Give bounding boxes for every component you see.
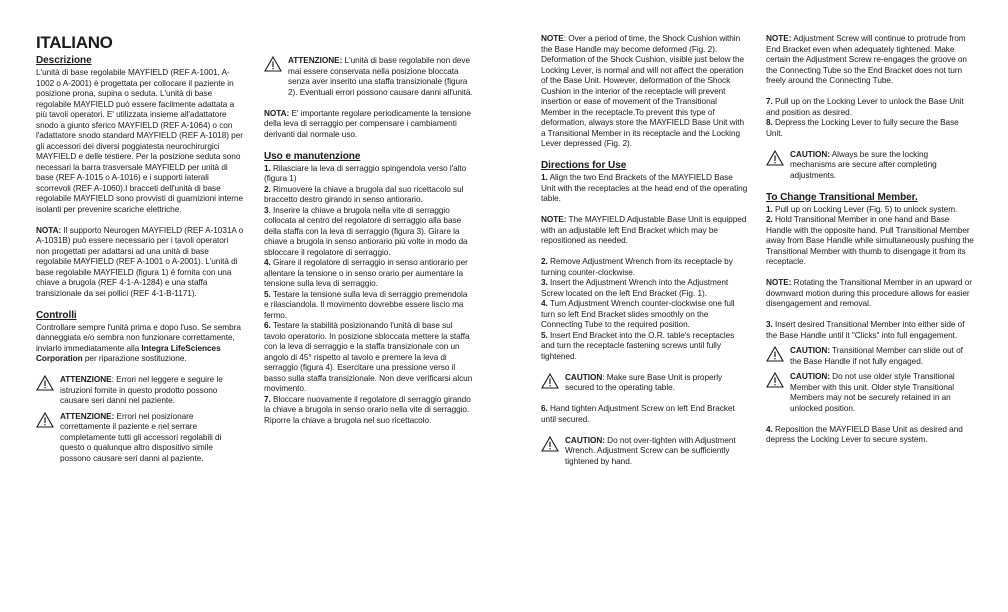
- step-4: [264, 258, 474, 290]
- step-2: [541, 257, 749, 278]
- controlli-paragraph: [36, 323, 244, 365]
- step-number: 5.: [541, 330, 548, 340]
- note-label: NOTE:: [766, 278, 792, 287]
- caution-locking: [766, 150, 974, 182]
- attenzione-text-2: Errori nel posizionare correttamente il paziente e nel serrare completamente tutti gli accessori regolabili di questo o qualunque altro dispositivo simile possono causare seri danni al paziente.: [60, 411, 222, 463]
- attenzione-label: ATTENZIONE:: [288, 56, 343, 65]
- caution-label: CAUTION: [565, 372, 603, 382]
- step-text: Rilasciare la leva di serraggio spingendola verso l'alto (figura 1): [264, 163, 467, 183]
- controlli-text-b: per riparazione sostituzione.: [82, 354, 187, 363]
- step-text: Hand tighten Adjustment Screw on left End Bracket until secured.: [541, 404, 735, 424]
- attenzione-text-1: : Errori nel leggere e seguire le istruzioni fornite in questo prodotto possono causare seri danni nel paziente.: [60, 375, 223, 405]
- warning-triangle-icon: [264, 56, 282, 72]
- step-text: Insert End Bracket into the O.R. table's receptacles and turn the receptacle fastening screws until fully tightened.: [541, 330, 735, 361]
- caution-text: Do not use older style Transitional Member with this unit. Older style Transitional Members may not be securely retained in an unlocked position.: [790, 372, 955, 413]
- step-number: 1.: [766, 204, 773, 214]
- caution-older-style: [766, 372, 974, 414]
- descrizione-text: L'unità di base regolabile MAYFIELD (REF A-1001, A-1002 o A-2001) è progettata per collocare il paziente in posizione prona, supina o seduta. L'unità di base regolabile MAYFIELD può essere facilmente adattata a più tavoli operatori. E' utilizzata insieme all'adattatore snodo a giunto sferico MAYFIELD (REF A-1064) o con l'adattatore snodo standard MAYFIELD (REF A-1018) per gli accessori dei diversi poggiatesta neurochirurgici MAYFIELD e delle testiere. Per la posizione seduta sono necessari la barra trasversale MAYFIELD per unità di base (REF A-1015 o A-1016) e i supporti laterali scorrevoli (REF A-1060).I bracceti dell'unità di base regolabile MAYFIELD sono provvisti di guarnizioni interne isolanti per prevenire scariche elettriche.: [36, 68, 244, 214]
- caution-label: CAUTION:: [790, 149, 830, 159]
- step-number: 2.: [766, 215, 773, 224]
- change-step-3: [766, 320, 974, 341]
- step-5: [541, 331, 749, 363]
- step-number: 8.: [766, 118, 773, 127]
- step-4: [541, 299, 749, 331]
- step-text: Rimuovere la chiave a brugola dal suo ricettacolo sul braccetto destro girando in senso antiorario.: [264, 184, 464, 204]
- step-number: 1.: [541, 173, 548, 182]
- note-text: The MAYFIELD Adjustable Base Unit is equipped with an adjustable left End Bracket which may be repositioned as needed.: [541, 215, 747, 245]
- step-number: 3.: [541, 278, 548, 287]
- step-7: [766, 97, 974, 118]
- column-italiano-2: [264, 56, 474, 426]
- column-english-2: [766, 34, 974, 446]
- note-rotating: [766, 278, 974, 310]
- step-text: Testare la stabilità posizionando l'unità di base sul tavolo operatorio. In posizione sbloccata mettere la staffa con la leva di serraggio e la staffa transizionale con un angolo di 45° rispetto al tavolo e premere la leva di serraggio (figura 4). Esercitare una pressione verso il basso sulla staffa transizionale. Non deve verificarsi alcun movimento.: [264, 321, 473, 393]
- warning-triangle-icon: [766, 150, 784, 166]
- caution-label: CAUTION:: [790, 372, 830, 381]
- step-text: Pull up on the Locking Lever to unlock the Base Unit and position as desired.: [766, 97, 964, 117]
- integra-bold: Integra LifeSciences Corporation: [36, 343, 221, 363]
- step-text: Girare il regolatore di serraggio in senso antiorario per allentare la tensione o in senso orario per aumentare la tensione sulla leva di serraggio.: [264, 258, 468, 288]
- step-6: [264, 321, 474, 395]
- step-text: Align the two End Brackets of the MAYFIELD Base Unit with the receptacles at the head end of the operating table.: [541, 173, 748, 203]
- note-text: : Over a period of time, the Shock Cushion within the Base Handle may become deformed (Fig. 2). Deformation of the Shock Cushion, visible just below the Locking Lever, is normal and will not affect the operation of the Base Unit. However, deformation of the Shock Cushion in the interior of the receptacle will prevent insertion or ease of movement of the Transitional Member in the receptacle.To prevent this type of deformation, always store the MAYFIELD Base Unit with a Transitional Member in its receptacle and the Locking Lever depressed (Fig. 2).: [541, 34, 745, 148]
- caution-text: Do not over-tighten with Adjustment Wrench. Adjustment Screw can be sufficiently tightened by hand.: [565, 435, 736, 466]
- controlli-heading: Controlli: [36, 309, 77, 321]
- step-number: 2.: [264, 184, 271, 194]
- language-title: ITALIANO: [36, 33, 113, 52]
- step-8: [766, 118, 974, 139]
- step-3: [264, 206, 474, 259]
- step-number: 7.: [766, 97, 773, 106]
- note-label: NOTE:: [541, 215, 567, 224]
- warning-triangle-icon: [36, 412, 54, 428]
- nota-label: NOTA:: [264, 108, 290, 118]
- warning-triangle-icon: [766, 346, 784, 362]
- caution-secured: [541, 373, 749, 394]
- nota-text: E' importante regolare periodicamente la tensione della leva di serraggio per compensare i cambiamenti derivanti dal normale uso.: [264, 108, 471, 139]
- warning-triangle-icon: [541, 436, 559, 452]
- step-text: Insert desired Transitional Member into either side of the Base Handle until it "Clicks" into full engagement.: [766, 320, 965, 340]
- attenzione-text: L'unità di base regolabile non deve mai essere conservata nella posizione bloccata senza aver inserito una staffa transizionale (figura 2). Eventuali errori possono causare danni all'unità.: [288, 56, 473, 97]
- step-text: Remove Adjustment Wrench from its receptacle by turning counter-clockwise.: [541, 257, 733, 277]
- nota-text: Il supporto Neurogen MAYFIELD (REF A-1031A o A-1031B) può essere necessario per i tavoli operatori non progettati per adattarsi ad una unità di base regolabile MAYFIELD (REF A-1001 o A-2001). L'unità di base regolabile MAYFIELD (figura 1) è fornita con una chiave a brugola (REF 4-1-A-1284) e una staffa transizionale da sei pollici (REF 4-1-B-1171).: [36, 225, 244, 298]
- nota-paragraph: [36, 226, 244, 300]
- attenzione-label-2: ATTENZIONE:: [60, 411, 115, 421]
- step-number: 4.: [541, 299, 548, 308]
- step-2: [264, 185, 474, 206]
- change-transitional-heading: To Change Transitional Member.: [766, 191, 918, 203]
- step-1: [264, 164, 474, 185]
- step-text: Turn Adjustment Wrench counter-clockwise one full turn so left End Bracket slides smoothly on the Connecting Tube to the required position.: [541, 299, 735, 329]
- change-step-4: [766, 425, 974, 446]
- warning-triangle-icon: [541, 373, 559, 389]
- attenzione-warning-1: [36, 375, 244, 407]
- step-text: Reposition the MAYFIELD Base Unit as desired and depress the Locking Lever to secure system.: [766, 424, 963, 444]
- warning-triangle-icon: [766, 372, 784, 388]
- step-number: 6.: [541, 404, 548, 413]
- step-number: 5.: [264, 289, 271, 299]
- step-number: 4.: [264, 258, 271, 267]
- caution-label: CAUTION:: [790, 346, 830, 355]
- warning-triangle-icon: [36, 375, 54, 391]
- attenzione-label-1: ATTENZIONE: [60, 375, 112, 384]
- change-step-2: [766, 215, 974, 268]
- step-text: Pull up on Locking Lever (Fig. 5) to unlock system.: [772, 204, 958, 214]
- step-3: [541, 278, 749, 299]
- step-number: 6.: [264, 321, 271, 330]
- caution-overtighten: [541, 436, 749, 468]
- change-step-1: [766, 205, 974, 216]
- step-number: 3.: [766, 320, 773, 329]
- note-text: Adjustment Screw will continue to protrude from End Bracket even when adequately tightened. Make certain the Adjustment Screw re-engages the groove on the Connecting Tube so the End Bracket does not turn freely around the Connecting Tube.: [766, 34, 967, 85]
- step-6: [541, 404, 749, 425]
- step-text: Depress the Locking Lever to fully secure the Base Unit.: [766, 118, 959, 138]
- caution-label: CAUTION:: [565, 435, 605, 445]
- step-5: [264, 290, 474, 322]
- step-text: Testare la tensione sulla leva di serraggio premendola e rilasciandola. Il movimento dovrebbe essere liscio ma fermo.: [264, 289, 468, 320]
- column-italiano-1: [36, 34, 244, 464]
- step-text: . Inserire la chiave a brugola nella vite di serraggio collocata al centro del regolatore di serraggio alla base della staffa con la leva di serraggio (figura 3). Girare la chiave a brugola in senso antiorario più volte in modo da sbloccare il regolatore di serraggio.: [264, 205, 468, 257]
- step-1: [541, 173, 749, 205]
- step-text: Hold Transitional Member in one hand and Base Handle with the opposite hand. Pull Transitional Member away from Base Handle while simultaneously pushing the Transitional Member with thumb to disengage it from its receptacle.: [766, 215, 974, 266]
- step-number: 7.: [264, 394, 271, 404]
- nota-label: NOTA:: [36, 225, 62, 235]
- caution-text: : Make sure Base Unit is properly secured to the operating table.: [565, 372, 723, 392]
- step-text: Insert the Adjustment Wrench into the Adjustment Screw located on the left End Bracket (Fig. 1).: [541, 278, 729, 298]
- column-english-1: [541, 34, 749, 467]
- step-number: 2.: [541, 257, 548, 266]
- step-number: 4.: [766, 424, 773, 434]
- step-number: 3: [264, 205, 269, 215]
- caution-text: Always be sure the locking mechanisms are secure after completing adjustments.: [790, 149, 937, 180]
- step-number: 1.: [264, 163, 271, 173]
- step-text: Bloccare nuovamente il regolatore di serraggio girando la chiave a brugola in senso orario nella vite di serraggio. Riporre la chiave a brugola nel suo ricettacolo.: [264, 394, 471, 425]
- note-adjustable: [541, 215, 749, 247]
- caution-text: Transitional Member can slide out of the Base Handle if not fully engaged.: [790, 346, 963, 366]
- controlli-text-a: Controllare sempre l'unità prima e dopo l'uso. Se sembra danneggiata e/o sembra non funzionare correttamente, inviarlo immediatamente alla: [36, 322, 241, 353]
- note-shock-cushion: [541, 34, 749, 150]
- note-adjustment-screw: [766, 34, 974, 87]
- attenzione-warning-2: [36, 412, 244, 465]
- descrizione-heading: Descrizione: [36, 55, 92, 66]
- note-label: NOTE: [541, 34, 564, 43]
- note-text: Rotating the Transitional Member in an upward or downward motion during this procedure allows for easier disengagement and removal.: [766, 278, 972, 308]
- note-label: NOTE:: [766, 34, 792, 43]
- caution-slide-out: [766, 346, 974, 367]
- uso-manutenzione-heading: Uso e manutenzione: [264, 150, 361, 162]
- nota-paragraph: [264, 109, 474, 141]
- directions-heading: Directions for Use: [541, 160, 627, 171]
- attenzione-warning-storage: [264, 56, 474, 98]
- step-7: [264, 395, 474, 427]
